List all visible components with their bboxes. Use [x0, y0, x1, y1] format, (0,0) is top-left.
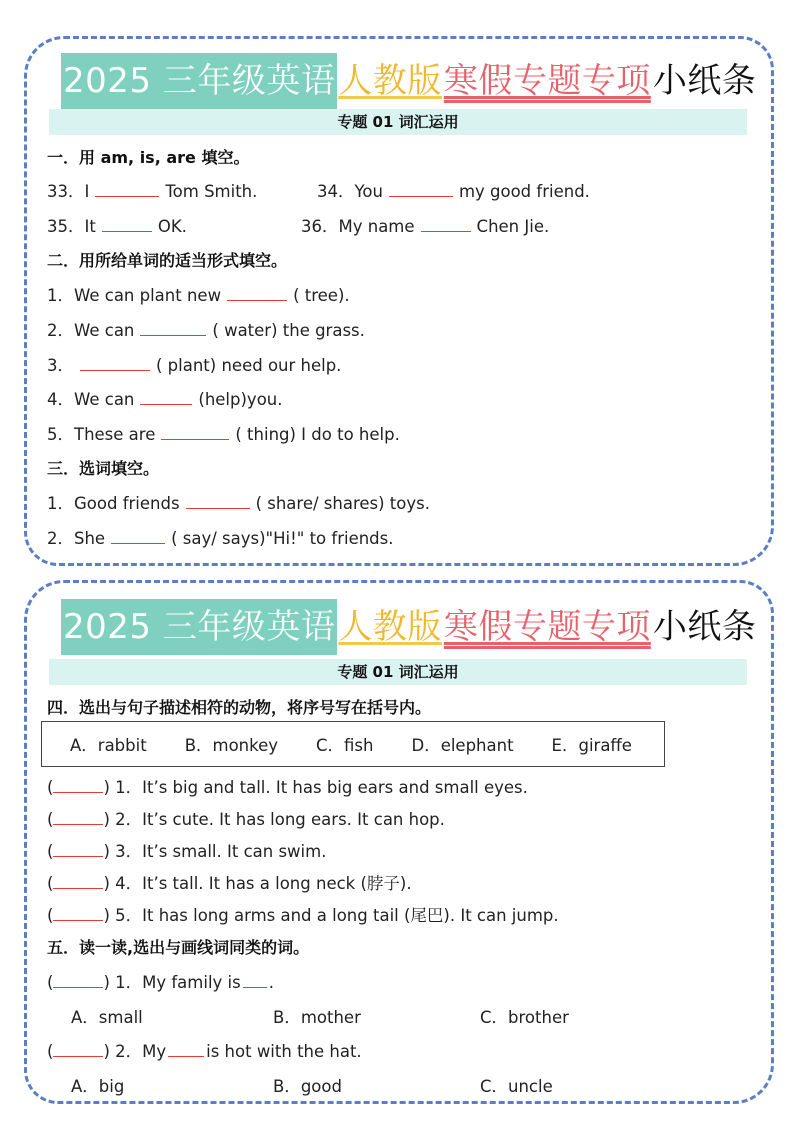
title-edition: 人教版	[338, 61, 442, 101]
worksheet-title	[61, 53, 757, 109]
s5q2-text-a: 2．My	[115, 1042, 167, 1061]
section-2-question-1	[47, 282, 350, 306]
section-4-item-5	[47, 902, 559, 926]
s2q3-text-a: 3．	[47, 356, 74, 375]
s5q2-option-c[interactable]: C．uncle	[480, 1077, 553, 1096]
paren-open: (	[47, 842, 54, 861]
q36-text-a: 36．My name	[301, 217, 415, 236]
section-2-question-4	[47, 386, 283, 410]
worksheet-title	[61, 599, 757, 655]
q35-text-b: OK.	[157, 217, 187, 236]
section-4-item-1	[47, 774, 528, 798]
s5q1-option-b[interactable]: B．mother	[273, 1008, 361, 1027]
section-2-heading: 二．用所给单词的适当形式填空。	[47, 251, 288, 270]
animal-options-box	[41, 721, 665, 767]
answer-blank[interactable]	[161, 426, 229, 440]
s3q1-text-b: ( share/ shares) toys.	[255, 494, 430, 513]
s2q2-text-b: ( water) the grass.	[212, 321, 365, 340]
topic-banner: 专题 01 词汇运用	[49, 109, 747, 135]
option-e: E．giraffe	[551, 736, 632, 755]
answer-blank[interactable]	[140, 322, 206, 336]
answer-blank[interactable]	[227, 287, 287, 301]
section-2-question-2	[47, 317, 365, 341]
title-topic: 寒假专题专项	[443, 607, 651, 647]
s5q1-option-c[interactable]: C．brother	[480, 1008, 569, 1027]
q34-text-b: my good friend.	[458, 182, 590, 201]
section-2-question-5	[47, 421, 400, 445]
paren-close: )	[103, 778, 110, 797]
underlined-word-blank	[243, 974, 267, 988]
q33-text-b: Tom Smith.	[165, 182, 258, 201]
paren-close: )	[103, 874, 110, 893]
paren-close: )	[103, 973, 110, 992]
q33-text-a: 33．I	[47, 182, 90, 201]
worksheet-card-2	[24, 580, 774, 1104]
answer-blank[interactable]	[421, 218, 471, 232]
option-c: C．fish	[316, 736, 374, 755]
paren-open: (	[47, 778, 54, 797]
section-3-heading: 三．选词填空。	[47, 459, 160, 478]
section-4-item-3	[47, 838, 326, 862]
paren-close: )	[103, 842, 110, 861]
s2q4-text-b: (help)you.	[198, 390, 283, 409]
s5q1-text: 1．My family is	[115, 973, 241, 992]
question-35	[47, 213, 187, 237]
s2q2-text-a: 2．We can	[47, 321, 135, 340]
q34-text-a: 34．You	[317, 182, 383, 201]
paren-open: (	[47, 906, 54, 925]
title-edition: 人教版	[338, 607, 442, 647]
title-year: 2025 三年级英语	[61, 53, 337, 109]
paren-close: )	[103, 810, 110, 829]
answer-blank[interactable]	[140, 391, 192, 405]
q35-text-a: 35．It	[47, 217, 96, 236]
s2q5-text-a: 5．These are	[47, 425, 156, 444]
option-a: A．rabbit	[70, 736, 147, 755]
answer-blank[interactable]	[53, 907, 103, 921]
s2q5-text-b: ( thing) I do to help.	[235, 425, 400, 444]
answer-blank[interactable]	[53, 875, 103, 889]
paren-close: )	[103, 906, 110, 925]
section-4-item-4	[47, 870, 412, 894]
answer-blank[interactable]	[102, 218, 152, 232]
answer-blank[interactable]	[95, 183, 159, 197]
s5q2-text-b: is hot with the hat.	[206, 1042, 362, 1061]
section-2-question-3	[47, 352, 341, 376]
answer-blank[interactable]	[53, 779, 103, 793]
section-3-question-2	[47, 525, 394, 549]
s3q2-text-a: 2．She	[47, 529, 106, 548]
title-note: 小纸条	[652, 61, 757, 101]
s2q1-text-b: ( tree).	[293, 286, 350, 305]
answer-blank[interactable]	[80, 357, 150, 371]
paren-open: (	[47, 973, 54, 992]
s5q2-option-a[interactable]: A．big	[71, 1077, 125, 1096]
s5q1-option-a[interactable]: A．small	[71, 1008, 143, 1027]
s3q1-text-a: 1．Good friends	[47, 494, 180, 513]
answer-blank[interactable]	[53, 811, 103, 825]
title-note: 小纸条	[652, 607, 757, 647]
answer-blank[interactable]	[186, 495, 250, 509]
paren-open: (	[47, 810, 54, 829]
answer-blank[interactable]	[53, 843, 103, 857]
section-3-question-1	[47, 490, 430, 514]
s5q1-end: .	[268, 973, 274, 992]
section-5-heading: 五．读一读,选出与画线词同类的词。	[47, 938, 310, 957]
s2q3-text-b: ( plant) need our help.	[156, 356, 342, 375]
title-topic: 寒假专题专项	[443, 61, 651, 101]
underlined-word-blank	[168, 1043, 204, 1057]
paren-open: (	[47, 874, 54, 893]
s2q4-text-a: 4．We can	[47, 390, 135, 409]
s4-item-text: 3．It’s small. It can swim.	[115, 842, 327, 861]
paren-open: (	[47, 1042, 54, 1061]
topic-banner: 专题 01 词汇运用	[49, 659, 747, 685]
option-b: B．monkey	[184, 736, 279, 755]
s4-item-text: 4．It’s tall. It has a long neck (脖子).	[115, 874, 412, 893]
answer-blank[interactable]	[53, 1043, 103, 1057]
answer-blank[interactable]	[389, 183, 453, 197]
section-1-heading: 一．用 am, is, are 填空。	[47, 148, 250, 167]
title-year: 2025 三年级英语	[61, 599, 337, 655]
s5q2-option-b[interactable]: B．good	[273, 1077, 342, 1096]
worksheet-card-1	[24, 36, 774, 566]
s4-item-text: 5．It has long arms and a long tail (尾巴). It can jump.	[115, 906, 559, 925]
paren-close: )	[103, 1042, 110, 1061]
s4-item-text: 2．It’s cute. It has long ears. It can hop.	[115, 810, 445, 829]
section-4-heading: 四．选出与句子描述相符的动物，将序号写在括号内。	[47, 698, 432, 717]
question-34	[317, 178, 590, 202]
section-5-question-2	[47, 1038, 362, 1062]
q36-text-b: Chen Jie.	[476, 217, 550, 236]
question-36	[301, 213, 549, 237]
section-4-item-2	[47, 806, 445, 830]
question-33	[47, 178, 257, 202]
s4-item-text: 1．It’s big and tall. It has big ears and small eyes.	[115, 778, 528, 797]
section-5-question-1	[47, 969, 274, 993]
s2q1-text-a: 1．We can plant new	[47, 286, 222, 305]
s3q2-text-b: ( say/ says)"Hi!" to friends.	[171, 529, 394, 548]
option-d: D．elephant	[411, 736, 514, 755]
answer-blank[interactable]	[111, 530, 165, 544]
answer-blank[interactable]	[53, 974, 103, 988]
